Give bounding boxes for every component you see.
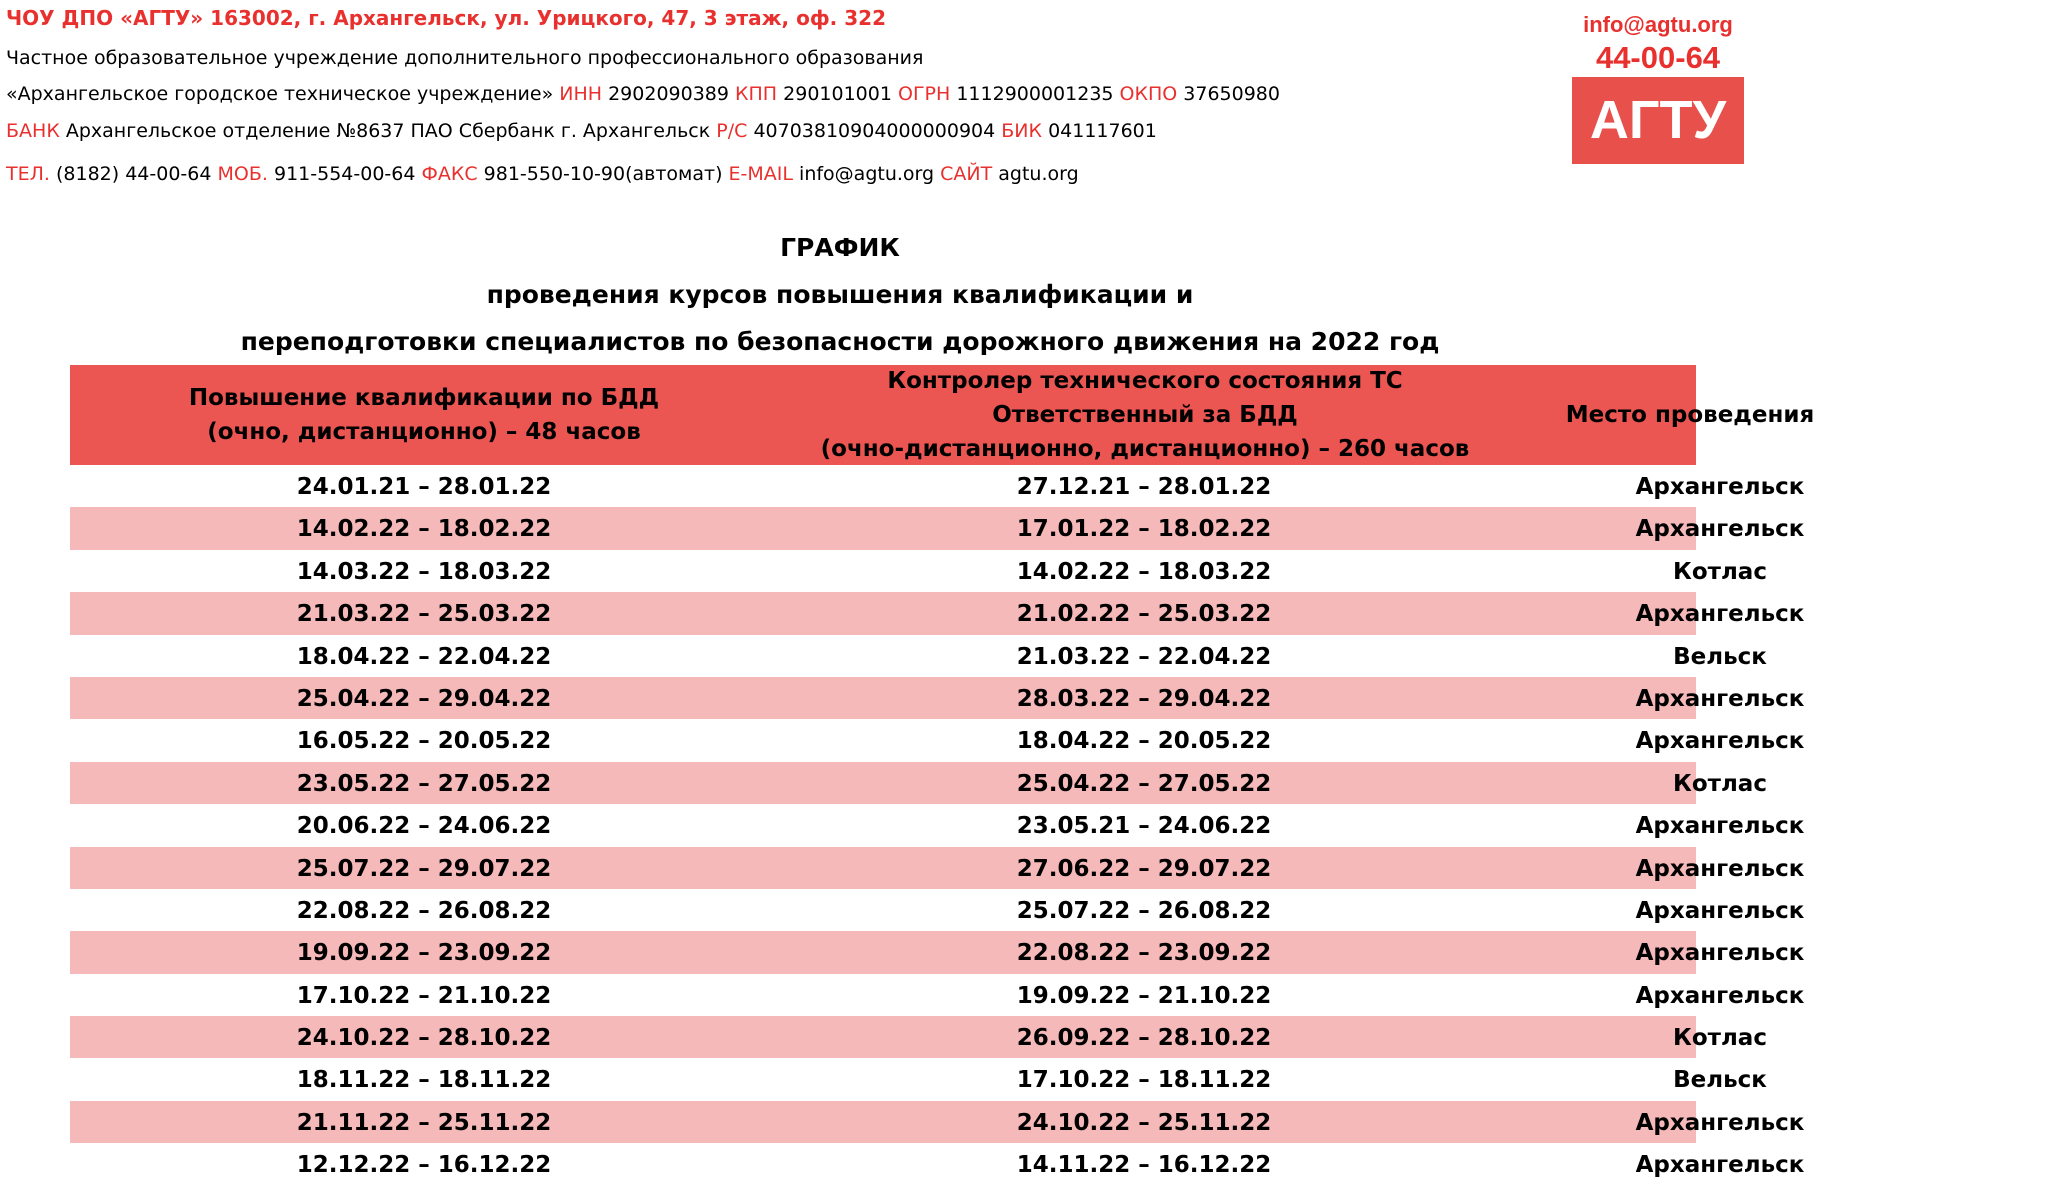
table-row xyxy=(70,550,1767,592)
cell-location: Архангельск xyxy=(1635,685,1805,712)
logo-email: info@agtu.org xyxy=(1583,12,1733,37)
fax-label: ФАКС xyxy=(421,163,478,185)
cell-location: Архангельск xyxy=(1635,982,1805,1009)
cell-location: Архангельск xyxy=(1635,855,1805,882)
cell-location: Архангельск xyxy=(1635,897,1805,924)
cell-qualification-dates: 24.01.21 – 28.01.22 xyxy=(296,474,552,500)
cell-controller-dates: 25.04.22 – 27.05.22 xyxy=(1016,770,1272,797)
table-row xyxy=(70,931,1805,973)
table-row xyxy=(70,592,1805,634)
cell-qualification-dates: 12.12.22 – 16.12.22 xyxy=(296,1152,552,1179)
cell-controller-dates: 22.08.22 – 23.09.22 xyxy=(1016,940,1272,967)
tel-label: ТЕЛ. xyxy=(6,163,50,185)
table-row xyxy=(70,465,1805,507)
tel-value: (8182) 44-00-64 xyxy=(55,163,212,185)
table-body xyxy=(70,465,1805,1186)
org-full-name-line: Частное образовательное учреждение дополнительного профессионального образования xyxy=(6,47,924,69)
cell-qualification-dates: 19.09.22 – 23.09.22 xyxy=(296,940,552,967)
cell-controller-dates: 19.09.22 – 21.10.22 xyxy=(1016,982,1272,1009)
header-col-location xyxy=(1370,365,2010,465)
cell-qualification-dates: 17.10.22 – 21.10.22 xyxy=(296,982,552,1009)
cell-controller-dates: 17.01.22 – 18.02.22 xyxy=(1016,516,1272,543)
cell-controller-dates: 18.04.22 – 20.05.22 xyxy=(1016,728,1272,755)
mob-label: МОБ. xyxy=(217,163,268,185)
inn-value: 2902090389 xyxy=(608,83,729,105)
bik-label: БИК xyxy=(1001,120,1043,142)
ogrn-value: 1112900001235 xyxy=(956,83,1114,105)
kpp-label: КПП xyxy=(735,83,778,105)
cell-qualification-dates: 22.08.22 – 26.08.22 xyxy=(296,897,552,924)
cell-location: Архангельск xyxy=(1635,516,1805,543)
okpo-label: ОКПО xyxy=(1119,83,1178,105)
cell-qualification-dates: 14.02.22 – 18.02.22 xyxy=(296,516,552,543)
table-row xyxy=(70,635,1767,677)
table-row xyxy=(70,974,1805,1016)
header-col3-label: Место проведения xyxy=(1565,402,1815,428)
page-title: ГРАФИК xyxy=(780,233,900,262)
logo-phone: 44-00-64 xyxy=(1595,40,1721,75)
header-col2-line3: (очно-дистанционно, дистанционно) – 260 часов xyxy=(820,436,1470,462)
cell-qualification-dates: 20.06.22 – 24.06.22 xyxy=(296,813,552,840)
cell-qualification-dates: 24.10.22 – 28.10.22 xyxy=(296,1025,552,1052)
table-row xyxy=(70,507,1805,549)
cell-location: Архангельск xyxy=(1635,728,1805,755)
cell-qualification-dates: 18.04.22 – 22.04.22 xyxy=(296,643,552,670)
contacts-line xyxy=(6,163,1079,185)
cell-controller-dates: 21.03.22 – 22.04.22 xyxy=(1016,643,1272,670)
cell-location: Архангельск xyxy=(1635,940,1805,967)
cell-controller-dates: 26.09.22 – 28.10.22 xyxy=(1016,1025,1272,1052)
table-row xyxy=(70,847,1805,889)
cell-qualification-dates: 23.05.22 – 27.05.22 xyxy=(296,770,552,797)
cell-controller-dates: 27.06.22 – 29.07.22 xyxy=(1016,855,1272,882)
account-value: 40703810904000000904 xyxy=(753,120,996,142)
cell-controller-dates: 24.10.22 – 25.11.22 xyxy=(1016,1109,1272,1136)
cell-qualification-dates: 21.11.22 – 25.11.22 xyxy=(296,1109,552,1136)
ogrn-label: ОГРН xyxy=(898,83,951,105)
cell-location: Архангельск xyxy=(1635,1152,1805,1179)
table-row xyxy=(70,1143,1805,1185)
okpo-value: 37650980 xyxy=(1183,83,1280,105)
cell-controller-dates: 14.11.22 – 16.12.22 xyxy=(1016,1152,1272,1179)
cell-controller-dates: 23.05.21 – 24.06.22 xyxy=(1016,813,1272,840)
table-header xyxy=(70,365,1815,465)
cell-location: Вельск xyxy=(1673,1067,1767,1094)
cell-location: Вельск xyxy=(1673,643,1767,670)
cell-location: Архангельск xyxy=(1635,813,1805,840)
table-row xyxy=(70,1016,1767,1058)
schedule-table xyxy=(70,365,1815,1186)
cell-location: Архангельск xyxy=(1635,474,1805,500)
org-title-line: ЧОУ ДПО «АГТУ» 163002, г. Архангельск, ул. Урицкого, 47, 3 этаж, оф. 322 xyxy=(6,6,886,30)
bank-label: БАНК xyxy=(6,120,60,142)
fax-value: 981-550-10-90(автомат) xyxy=(483,163,723,185)
bik-value: 041117601 xyxy=(1048,120,1157,142)
cell-qualification-dates: 18.11.22 – 18.11.22 xyxy=(296,1067,552,1094)
logo xyxy=(1572,10,1744,164)
cell-location: Котлас xyxy=(1673,1025,1767,1052)
kpp-value: 290101001 xyxy=(783,83,892,105)
cell-location: Архангельск xyxy=(1635,1109,1805,1136)
cell-location: Архангельск xyxy=(1635,601,1805,628)
account-label: Р/С xyxy=(716,120,748,142)
table-row xyxy=(70,762,1767,804)
bank-line xyxy=(6,120,1157,142)
cell-qualification-dates: 25.07.22 – 29.07.22 xyxy=(296,855,552,882)
inn-label: ИНН xyxy=(559,83,603,105)
cell-controller-dates: 27.12.21 – 28.01.22 xyxy=(1016,474,1272,500)
header-col-qualification xyxy=(70,365,778,465)
logo-badge xyxy=(1572,77,1744,164)
header-col2-line2: Ответственный за БДД xyxy=(992,402,1298,428)
table-row xyxy=(70,1058,1767,1100)
cell-controller-dates: 14.02.22 – 18.03.22 xyxy=(1016,558,1272,585)
table-row xyxy=(70,719,1805,761)
cell-controller-dates: 17.10.22 – 18.11.22 xyxy=(1016,1067,1272,1094)
header-col1-line2: (очно, дистанционно) – 48 часов xyxy=(207,419,641,445)
table-row xyxy=(70,1101,1805,1143)
cell-controller-dates: 28.03.22 – 29.04.22 xyxy=(1016,685,1272,712)
org-name: «Архангельское городское техническое учреждение» xyxy=(6,83,554,105)
cell-controller-dates: 21.02.22 – 25.03.22 xyxy=(1016,601,1272,628)
bank-value: Архангельское отделение №8637 ПАО Сбербанк г. Архангельск xyxy=(65,120,711,142)
site-link[interactable]: agtu.org xyxy=(998,163,1079,185)
header-col2-line1: Контролер технического состояния ТС xyxy=(887,368,1403,394)
org-requisites-line xyxy=(6,83,1280,105)
cell-location: Котлас xyxy=(1673,770,1767,797)
email-label: E-MAIL xyxy=(728,163,793,185)
cell-qualification-dates: 25.04.22 – 29.04.22 xyxy=(296,685,552,712)
page-subtitle-1: проведения курсов повышения квалификации и xyxy=(486,280,1194,309)
cell-qualification-dates: 16.05.22 – 20.05.22 xyxy=(296,728,552,755)
table-row xyxy=(70,677,1805,719)
site-label: САЙТ xyxy=(940,163,993,185)
email-link[interactable]: info@agtu.org xyxy=(799,163,935,185)
cell-qualification-dates: 14.03.22 – 18.03.22 xyxy=(296,558,552,585)
table-row xyxy=(70,889,1805,931)
table-row xyxy=(70,804,1805,846)
logo-text: АГТУ xyxy=(1589,90,1727,150)
page-subtitle-2: переподготовки специалистов по безопасности дорожного движения на 2022 год xyxy=(240,327,1440,356)
cell-qualification-dates: 21.03.22 – 25.03.22 xyxy=(296,601,552,628)
mob-value: 911-554-00-64 xyxy=(273,163,416,185)
cell-controller-dates: 25.07.22 – 26.08.22 xyxy=(1016,897,1272,924)
cell-location: Котлас xyxy=(1673,558,1767,585)
header-col1-line1: Повышение квалификации по БДД xyxy=(188,385,660,411)
